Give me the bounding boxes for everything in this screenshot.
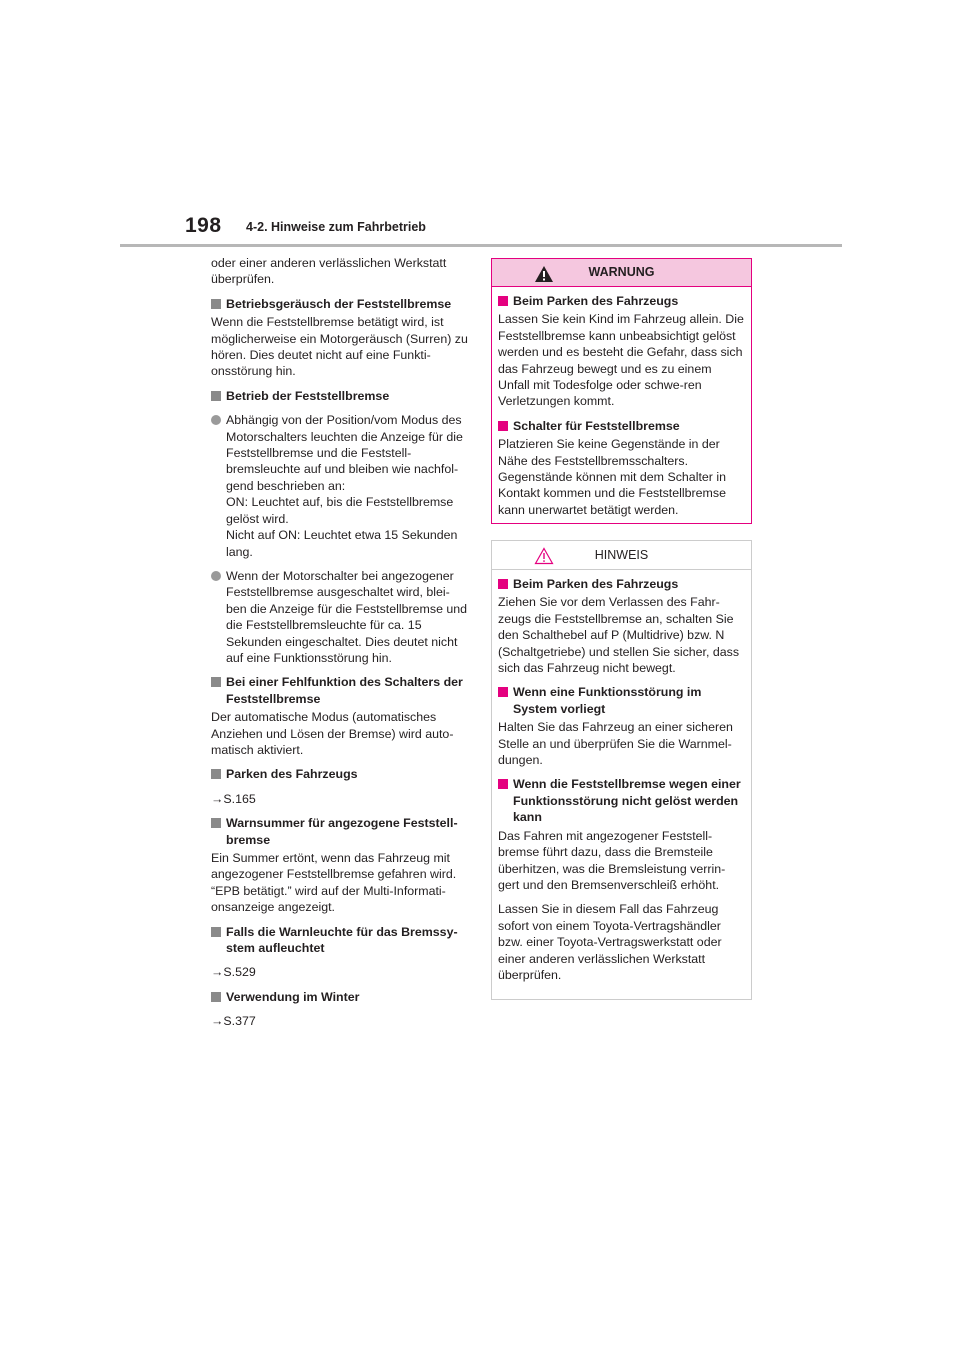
note-text: Das Fahren mit angezogener Feststell-bremse führt dazu, dass die Bremsteile überhitzen, was die Bremsleistung verrin-gert und den Bremsenverschleiß erhöht. [498, 828, 726, 892]
note-heading: Beim Parken des Fahrzeugs [498, 576, 745, 592]
page-reference-link[interactable]: →S.377 [211, 1014, 256, 1029]
square-bullet-icon [211, 677, 221, 687]
square-bullet-icon [498, 779, 508, 789]
section-text: Ein Summer ertönt, wenn das Fahrzeug mit angezogener Feststellbremse gefahren wird. “EPB betätigt.” wird auf der Multi-Informati-onsanzeige angezeigt. [211, 851, 457, 915]
warning-text: Platzieren Sie keine Gegenstände in der Nähe des Feststellbremsschalters. Gegenstände können mit dem Schalter in Kontakt kommen und die Feststellbremse kann unerwartet betätigt werden. [498, 437, 726, 517]
square-bullet-icon [211, 769, 221, 779]
square-bullet-icon [211, 818, 221, 828]
caution-triangle-icon [534, 547, 554, 565]
square-bullet-icon [498, 579, 508, 589]
square-bullet-icon [211, 391, 221, 401]
left-column [211, 255, 469, 1038]
warning-box-header [492, 259, 751, 287]
page-reference-link[interactable]: →S.529 [211, 965, 256, 980]
section-heading: Bei einer Fehlfunktion des Schalters der Feststellbremse [211, 674, 469, 707]
circle-bullet-icon [211, 571, 221, 581]
square-bullet-icon [211, 992, 221, 1002]
note-text: Halten Sie das Fahrzeug an einer sicheren Stelle an und überprüfen Sie die Warnmel-dungen. [498, 720, 733, 768]
warning-triangle-icon [534, 265, 554, 283]
section-heading: Warnsummer für angezogene Feststell-bremse [211, 815, 469, 848]
warning-box [491, 258, 752, 524]
note-heading: Wenn die Feststellbremse wegen einer Funktionsstörung nicht gelöst werden kann [498, 776, 745, 825]
list-item: Abhängig von der Position/vom Modus des Motorschalters leuchten die Anzeige für die Feststellbremse und die Feststell-bremsleuchte auf und bleiben wie nachfol-gend beschrieben an: ON: Leuchtet auf, bis die Feststellbremse gelöst wird. Nicht auf ON: Leuchtet etwa 15 Sekunden lang. [211, 412, 469, 560]
square-bullet-icon [211, 299, 221, 309]
note-box-title: HINWEIS [594, 547, 649, 562]
warning-heading: Schalter für Feststellbremse [498, 418, 745, 434]
note-text: Ziehen Sie vor dem Verlassen des Fahr-zeugs die Feststellbremse an, schalten Sie den Schalthebel auf P (Multidrive) bzw. N (Schaltgetriebe) und stellen Sie sicher, dass sich das Fahrzeug nicht bewegt. [498, 595, 740, 676]
note-text: Lassen Sie in diesem Fall das Fahrzeug sofort von einem Toyota-Vertragshändler bzw. einer Toyota-Vertragswerkstatt oder einer anderen verlässlichen Werkstatt überprüfen. [498, 902, 722, 982]
section-heading: Verwendung im Winter [211, 989, 469, 1005]
square-bullet-icon [498, 296, 508, 306]
list-item: Wenn der Motorschalter bei angezogener Feststellbremse ausgeschaltet wird, blei-ben die Anzeige für die Feststellbremse und die Feststellbremsleuchte für ca. 15 Sekunden eingeschaltet. Dies deutet nicht auf eine Funktionsstörung hin. [211, 568, 469, 666]
warning-text: Lassen Sie kein Kind im Fahrzeug allein. Die Feststellbremse kann unbeabsichtigt gelöst werden und es besteht die Gefahr, dass sich das Fahrzeug bewegt und es zu einem Unfall mit Todesfolge oder schwe-ren Verletzungen kommt. [498, 312, 744, 409]
section-heading: Parken des Fahrzeugs [211, 766, 469, 782]
section-text: Wenn die Feststellbremse betätigt wird, ist möglicherweise ein Motorgeräusch (Surren) zu hören. Dies deutet nicht auf eine Funkti-onsstörung hin. [211, 315, 468, 379]
square-bullet-icon [498, 421, 508, 431]
warning-heading: Beim Parken des Fahrzeugs [498, 293, 745, 309]
note-box [491, 540, 752, 1000]
note-box-header [492, 541, 751, 570]
section-heading: Falls die Warnleuchte für das Bremssy-stem aufleuchtet [211, 924, 469, 957]
square-bullet-icon [498, 687, 508, 697]
intro-text: oder einer anderen verlässlichen Werkstatt überprüfen. [211, 256, 447, 287]
square-bullet-icon [211, 927, 221, 937]
page-reference-link[interactable]: →S.165 [211, 791, 256, 806]
section-heading: Betrieb der Feststellbremse [211, 388, 469, 404]
page-number: 198 [185, 214, 222, 237]
circle-bullet-icon [211, 415, 221, 425]
header-rule [120, 244, 842, 247]
section-text: Der automatische Modus (automatisches Anziehen und Lösen der Bremse) wird auto-matisch aktiviert. [211, 710, 454, 757]
section-title: 4-2. Hinweise zum Fahrbetrieb [246, 220, 426, 234]
note-heading: Wenn eine Funktionsstörung im System vorliegt [498, 684, 745, 717]
warning-box-title: WARNUNG [588, 265, 655, 280]
section-heading: Betriebsgeräusch der Feststellbremse [211, 296, 469, 312]
